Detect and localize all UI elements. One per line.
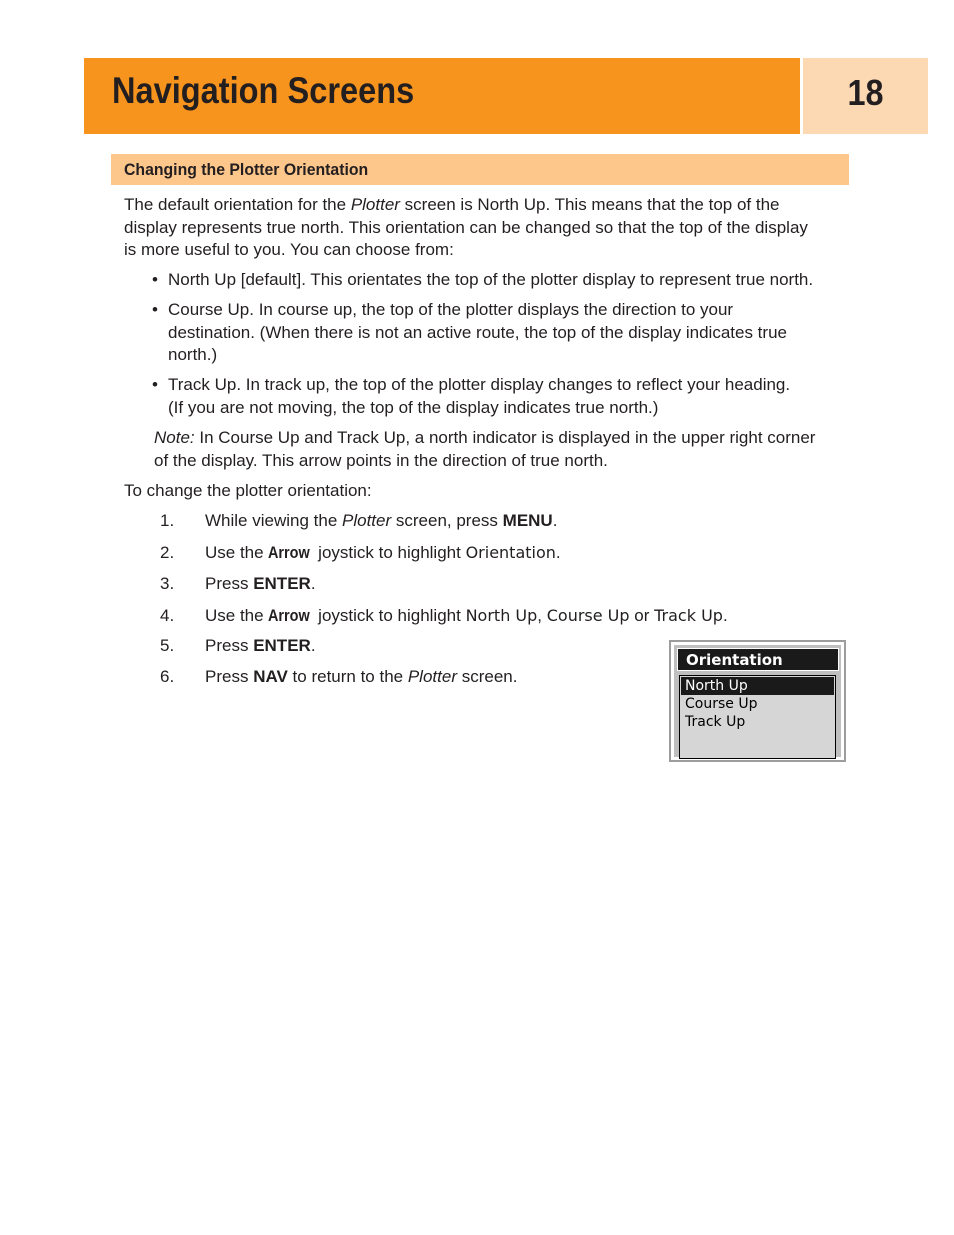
option-track-up[interactable]: Track Up — [685, 714, 746, 730]
step-3: Press ENTER. — [205, 574, 316, 593]
step-5: Press ENTER. — [205, 636, 316, 655]
intro-paragraph — [124, 194, 894, 262]
option-course-up[interactable]: Course Up — [685, 696, 758, 712]
page-number: 18 — [847, 72, 884, 113]
bullet-north-up: North Up [default]. This orientates the top of the plotter display to represent true north. — [168, 270, 814, 289]
step-number: 4. — [160, 606, 175, 625]
step-number: 1. — [160, 511, 175, 530]
device-title: Orientation — [686, 651, 783, 669]
intro-line-2: display represents true north. This orientation can be changed so that the top of the display — [124, 217, 808, 237]
option-north-up[interactable]: North Up — [681, 677, 834, 695]
intro-line-1: The default orientation for the Plotter screen is North Up. This means that the top of the — [124, 195, 780, 214]
section-bar — [111, 154, 849, 185]
bullet-marker: • — [152, 375, 158, 394]
note-label: Note: — [154, 428, 195, 447]
bullet-course-up: Course Up. In course up, the top of the plotter displays the direction to your destination. (When there is not an active route, the top of the display indicates true north.) — [168, 300, 787, 365]
bullet-marker: • — [152, 300, 158, 319]
note-paragraph: Note: In Course Up and Track Up, a north indicator is displayed in the upper right corner of the display. This arrow points in the direction of true north. — [154, 428, 816, 470]
device-screen — [674, 645, 841, 757]
procedure-intro: To change the plotter orientation: — [124, 481, 372, 500]
orientation-options-list — [679, 675, 836, 759]
step-6: Press NAV to return to the Plotter screen. — [205, 667, 518, 686]
step-number: 5. — [160, 636, 175, 655]
step-2: Use the Arrow joystick to highlight Orientation. — [205, 543, 561, 562]
page-title: Navigation Screens — [112, 70, 415, 111]
step-number: 3. — [160, 574, 175, 593]
device-title-bar — [677, 648, 839, 671]
bullet-marker: • — [152, 270, 158, 289]
step-number: 6. — [160, 667, 175, 686]
orientation-screen-figure — [669, 640, 846, 762]
step-4: Use the Arrow joystick to highlight North Up, Course Up or Track Up. — [205, 606, 728, 625]
step-number: 2. — [160, 543, 175, 562]
intro-line-3: is more useful to you. You can choose from: — [124, 240, 454, 260]
header-bar — [84, 58, 800, 134]
page-number-box — [803, 58, 928, 134]
step-1: While viewing the Plotter screen, press MENU. — [205, 511, 558, 530]
bullet-track-up: Track Up. In track up, the top of the plotter display changes to reflect your heading. (If you are not moving, the top of the display indicates true north.) — [168, 375, 791, 417]
section-title: Changing the Plotter Orientation — [124, 160, 369, 179]
